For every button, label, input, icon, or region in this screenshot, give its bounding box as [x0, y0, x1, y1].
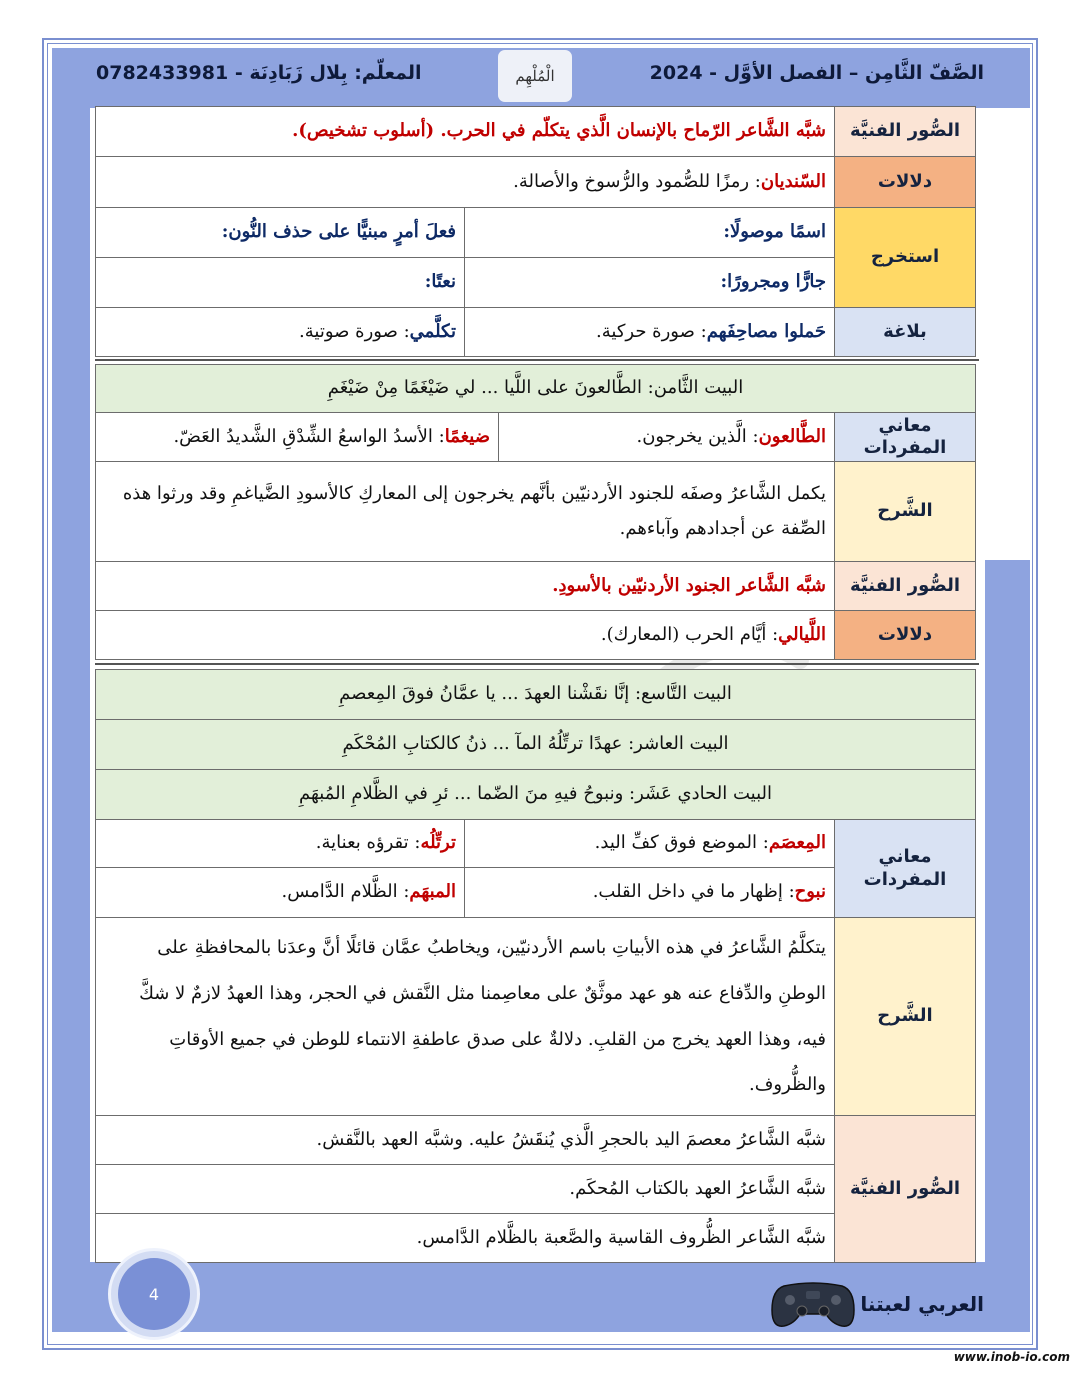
figurative-label: الصُّور الفنيَّة — [835, 107, 976, 157]
vocab-item — [96, 820, 465, 868]
gamepad-icon — [770, 1278, 856, 1330]
brand-text: العربي لعبتنا — [860, 1292, 984, 1316]
vocab-key: المِعصَم — [768, 832, 826, 854]
figurative-item: شبَّه الشَّاعرُ العهد بالكتاب المُحكَم. — [96, 1165, 835, 1214]
teacher-info: المعلّم: بِلال زَبَادِنَة - 0782433981 — [96, 62, 422, 84]
vocab-item — [96, 413, 499, 462]
right-side-band — [985, 560, 1030, 1330]
extract-imperative-verb: فعلَ أمرٍ مبنيًّا على حذف النُّون: — [96, 208, 465, 258]
vocab-item — [465, 868, 835, 918]
figurative-item: شبَّه الشَّاعر الظُّروف القاسية والصَّعبة بالظَّلام الدَّامس. — [96, 1214, 835, 1263]
connotation-line — [96, 611, 835, 660]
site-url: www.inob-io.com — [953, 1350, 1070, 1364]
rhetoric-item — [96, 308, 465, 357]
rhetoric-key: حَملوا مصاحِفَهم — [706, 320, 826, 342]
vocab-value: : تقرؤه بعناية. — [315, 832, 421, 854]
connotation-key: اللَّيالي — [778, 623, 826, 645]
figurative-label: الصُّور الفنيَّة — [835, 562, 976, 611]
verse-8: البيت الثَّامن: الطَّالعونَ على اللَّيا ... لي ضَيْغَمًا مِنْ ضَيْغَمِ — [96, 365, 976, 413]
vocab-label: معاني المفردات — [835, 820, 976, 918]
explanation-text: يتكلَّمُ الشَّاعرُ في هذه الأبياتِ باسم الأردنيّين، ويخاطبُ عمَّان قائلًا أنَّ وعدَنا بالمحافظةِ على الوطنِ والدِّفاع عنه هو عهد موثَّقٌ على معاصِمنا مثل النَّقش في الحجر، وهذا العهدُ لازمٌ لا شكَّ فيه، وهذا العهد يخرج من القلبِ. دلالةٌ على صدق عاطفةِ الانتماء للوطن في جميع الأوقاتِ والظُّروف. — [96, 918, 835, 1116]
verse-10: البيت العاشر: عهدًا ترتِّلُهُ المآ ... ذنُ كالكتابِ المُحْكَمِ — [96, 720, 976, 770]
vocab-item — [499, 413, 835, 462]
connotation-line — [96, 157, 835, 208]
block1-table — [95, 106, 976, 357]
explanation-text: يكمل الشَّاعرُ وصفَه للجنود الأردنيّين بأنَّهم يخرجون إلى المعاركِ كالأسودِ الضَّياغمِ وقد ورثوا هذه الصِّفة عن أجدادهم وآباءهم. — [96, 462, 835, 562]
vocab-item — [96, 868, 465, 918]
rhetoric-key: تكلَّمي — [409, 320, 456, 342]
vocab-value: : الأسدُ الواسعُ الشِّدْقِ الشَّديدُ العَضّ. — [173, 425, 445, 447]
vocab-key: المبهَم — [409, 881, 456, 903]
extract-relative-noun: اسمًا موصولًا: — [465, 208, 835, 258]
vocab-value: : الموضع فوق كفِّ اليد. — [594, 832, 769, 854]
figurative-item: شبَّه الشَّاعرُ معصمَ اليد بالحجرِ الَّذي يُنقَشُ عليه. وشبَّه العهد بالنَّقش. — [96, 1116, 835, 1165]
vocab-key: نبوح — [794, 881, 826, 903]
section-separator — [95, 359, 979, 361]
explanation-label: الشَّرح — [835, 918, 976, 1116]
vocab-item — [465, 820, 835, 868]
vocab-value: : الَّذين يخرجون. — [636, 425, 759, 447]
vocab-key: الطَّالعون — [758, 425, 826, 447]
grade-term-title: الصَّفّ الثَّامِن – الفصل الأوَّل - 2024 — [649, 62, 984, 84]
vocab-label: معاني المفردات — [835, 413, 976, 462]
vocab-key: ضيغمًا — [444, 425, 490, 447]
page-number: 4 — [118, 1258, 190, 1330]
connotation-value: : أيَّام الحرب (المعارك). — [600, 623, 779, 645]
rhetoric-item — [465, 308, 835, 357]
extract-prep-phrase: جارًّا ومجرورًا: — [465, 258, 835, 308]
verse-9: البيت التَّاسع: إنَّا نقَشْنا العهدَ ... يا عمَّانُ فوقَ المِعصمِ — [96, 670, 976, 720]
figurative-text: شبَّه الشَّاعر الرّماح بالإنسان الَّذي يتكلّم في الحرب. (أسلوب تشخيص). — [96, 107, 835, 157]
figurative-text: شبَّه الشَّاعر الجنود الأردنيّين بالأسودِ. — [96, 562, 835, 611]
section-separator — [95, 663, 979, 665]
extract-label: استخرج — [835, 208, 976, 308]
rhetoric-value: : صورة حركية. — [596, 320, 707, 342]
connotations-label: دلالات — [835, 157, 976, 208]
vocab-key: ترتِّلُه — [420, 832, 456, 854]
rhetoric-label: بلاغة — [835, 308, 976, 357]
vocab-value: : الظَّلام الدَّامس. — [281, 881, 410, 903]
block2-table — [95, 364, 976, 660]
left-side-band — [52, 108, 90, 1330]
connotation-key: السّنديان — [760, 170, 826, 192]
rhetoric-value: : صورة صوتية. — [299, 320, 410, 342]
connotation-value: : رمزًا للصُّمود والرُّسوخ والأصالة. — [513, 170, 761, 192]
figurative-label: الصُّور الفنيَّة — [835, 1116, 976, 1263]
block3-table — [95, 669, 976, 1263]
connotations-label: دلالات — [835, 611, 976, 660]
explanation-label: الشَّرح — [835, 462, 976, 562]
verse-11: البيت الحادي عَشَر: ونبوحُ فيهِ منَ الضّما ... ئرِ في الظَّلامِ المُبهَمِ — [96, 770, 976, 820]
extract-adjective: نعتًا: — [96, 258, 465, 308]
mulhim-badge: الْمُلْهِم — [498, 50, 572, 102]
vocab-value: : إظهار ما في داخل القلب. — [592, 881, 795, 903]
